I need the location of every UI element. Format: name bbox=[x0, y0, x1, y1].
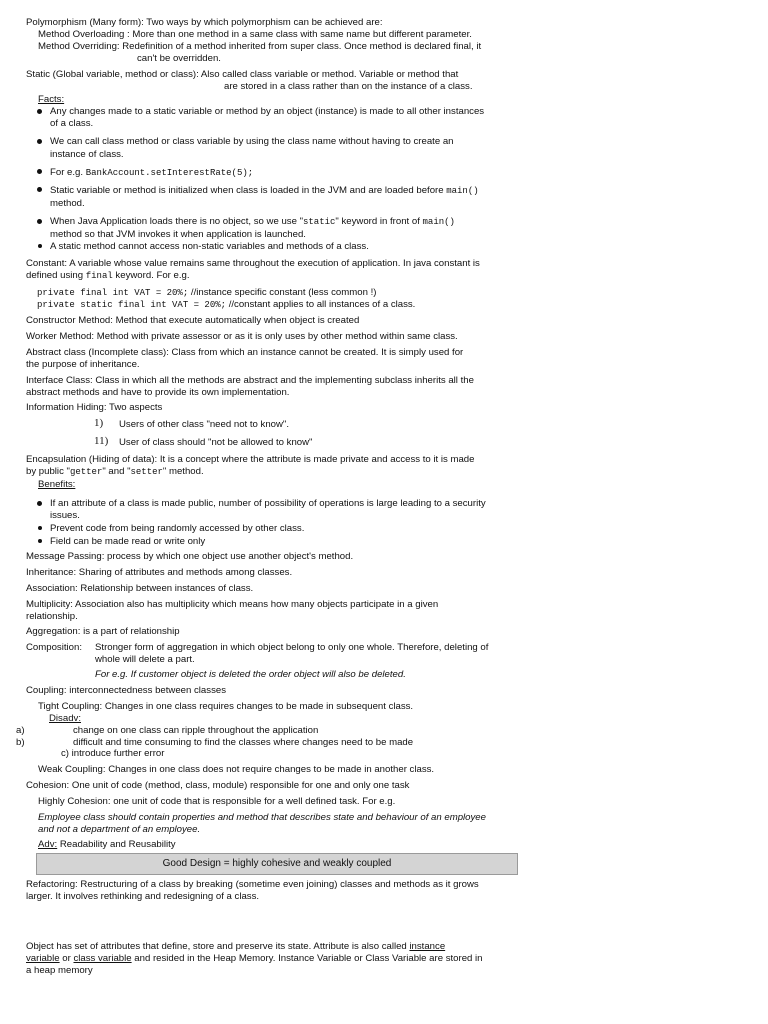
benefit-1-cont: issues. bbox=[50, 510, 80, 521]
information-hiding: Information Hiding: Two aspects bbox=[26, 402, 163, 413]
refactoring-cont: larger. It involves rethinking and redesigning of a class. bbox=[26, 891, 260, 902]
abstract-class: Abstract class (Incomplete class): Class from which an instance cannot be created. It is simply used for bbox=[26, 347, 464, 358]
composition-cont: whole will delete a part. bbox=[95, 654, 195, 665]
bullet-icon bbox=[38, 539, 42, 543]
method-overriding: Method Overriding: Redefinition of a method inherited from super class. Once method is declared final, it bbox=[38, 41, 482, 52]
fact-5: When Java Application loads there is no object, so we use "static" keyword in front of main() bbox=[50, 216, 455, 227]
fact-6: A static method cannot access non-static variables and methods of a class. bbox=[50, 241, 369, 252]
composition-example: For e.g. If customer object is deleted the order object will also be deleted. bbox=[95, 669, 406, 680]
static-heading-cont: are stored in a class rather than on the instance of a class. bbox=[224, 81, 473, 92]
list-number: 1) bbox=[94, 417, 104, 429]
benefits-label: Benefits: bbox=[38, 479, 76, 490]
bullet-icon bbox=[38, 526, 42, 530]
worker-method: Worker Method: Method with private assessor or as it is only uses by other method within same class. bbox=[26, 331, 458, 342]
association: Association: Relationship between instances of class. bbox=[26, 583, 254, 594]
benefit-2: Prevent code from being randomly accessed by other class. bbox=[50, 523, 305, 534]
multiplicity-cont: relationship. bbox=[26, 611, 78, 622]
fact-1-cont: of a class. bbox=[50, 118, 94, 129]
abstract-class-cont: the purpose of inheritance. bbox=[26, 359, 140, 370]
constant-heading: Constant: A variable whose value remains same throughout the execution of application. In java constant is bbox=[26, 258, 480, 269]
interface-class: Interface Class: Class in which all the methods are abstract and the implementing subclass inherits all the bbox=[26, 375, 474, 386]
interface-class-cont: abstract methods and have to provide its own implementation. bbox=[26, 387, 290, 398]
refactoring: Refactoring: Restructuring of a class by breaking (sometime even joining) classes and methods as it grows bbox=[26, 879, 479, 890]
bullet-icon bbox=[37, 169, 42, 174]
fact-1: Any changes made to a static variable or method by an object (instance) is made to all other instances bbox=[50, 106, 485, 117]
fact-2-cont: instance of class. bbox=[50, 149, 124, 160]
coupling: Coupling: interconnectedness between classes bbox=[26, 685, 226, 696]
constructor-method: Constructor Method: Method that execute automatically when object is created bbox=[26, 315, 360, 326]
cohesion: Cohesion: One unit of code (method, class, module) responsible for one and only one task bbox=[26, 780, 410, 791]
inheritance: Inheritance: Sharing of attributes and methods among classes. bbox=[26, 567, 293, 578]
disadv-3: c) introduce further error bbox=[61, 748, 165, 759]
information-hiding-2: User of class should "not be allowed to know" bbox=[119, 437, 313, 448]
bullet-icon bbox=[37, 219, 42, 224]
message-passing: Message Passing: process by which one object use another object's method. bbox=[26, 551, 354, 562]
bullet-icon bbox=[37, 109, 42, 114]
list-number: a) bbox=[16, 725, 25, 736]
constant-example-2: private static final int VAT = 20%; //constant applies to all instances of a class. bbox=[37, 299, 416, 310]
bullet-icon bbox=[37, 187, 42, 192]
facts-label: Facts: bbox=[38, 94, 65, 105]
aggregation: Aggregation: is a part of relationship bbox=[26, 626, 180, 637]
static-heading: Static (Global variable, method or class): Also called class variable or method. Variable or method that bbox=[26, 69, 459, 80]
bullet-icon bbox=[37, 501, 42, 506]
good-design-banner: Good Design = highly cohesive and weakly coupled bbox=[36, 853, 518, 875]
high-cohesion: Highly Cohesion: one unit of code that is responsible for a well defined task. For e.g. bbox=[38, 796, 396, 807]
fact-2: We can call class method or class variable by using the class name without having to create an bbox=[50, 136, 454, 147]
object-state: Object has set of attributes that define, store and preserve its state. Attribute is also called instance bbox=[26, 941, 446, 952]
composition: Stronger form of aggregation in which object belong to only one whole. Therefore, deleting of bbox=[95, 642, 489, 653]
cohesion-example-cont: and not a department of an employee. bbox=[38, 824, 201, 835]
encapsulation-cont: by public "getter" and "setter" method. bbox=[26, 466, 204, 477]
list-number: b) bbox=[16, 737, 25, 748]
cohesion-example: Employee class should contain properties and method that describes state and behaviour of an employee bbox=[38, 812, 486, 823]
composition-label: Composition: bbox=[26, 642, 82, 653]
method-overloading: Method Overloading : More than one method in a same class with same name but different parameter. bbox=[38, 29, 472, 40]
fact-5-cont: method so that JVM invokes it when application is launched. bbox=[50, 229, 306, 240]
object-state-end: a heap memory bbox=[26, 965, 93, 976]
information-hiding-1: Users of other class "need not to know". bbox=[119, 419, 289, 430]
multiplicity: Multiplicity: Association also has multiplicity which means how many objects participate in a given bbox=[26, 599, 439, 610]
disadv-2: difficult and time consuming to find the classes where changes need to be made bbox=[73, 737, 414, 748]
list-number: 11) bbox=[94, 435, 109, 447]
object-state-cont: variable or class variable and resided in the Heap Memory. Instance Variable or Class Variable are stored in bbox=[26, 953, 483, 964]
bullet-icon bbox=[37, 139, 42, 144]
weak-coupling: Weak Coupling: Changes in one class does not require changes to be made in another class. bbox=[38, 764, 435, 775]
benefit-1: If an attribute of a class is made public, number of possibility of operations is large leading to a security bbox=[50, 498, 486, 509]
polymorphism-heading: Polymorphism (Many form): Two ways by which polymorphism can be achieved are: bbox=[26, 17, 383, 28]
disadv-1: change on one class can ripple throughout the application bbox=[73, 725, 319, 736]
tight-coupling: Tight Coupling: Changes in one class requires changes to be made in subsequent class. bbox=[38, 701, 414, 712]
benefit-3: Field can be made read or write only bbox=[50, 536, 206, 547]
disadv-label: Disadv: bbox=[49, 713, 81, 724]
method-overriding-cont: can't be overridden. bbox=[137, 53, 221, 64]
fact-4: Static variable or method is initialized when class is loaded in the JVM and are loaded before main() bbox=[50, 185, 479, 196]
fact-4-cont: method. bbox=[50, 198, 85, 209]
encapsulation: Encapsulation (Hiding of data): It is a concept where the attribute is made private and access to it is made bbox=[26, 454, 475, 465]
constant-example-1: private final int VAT = 20%; //instance specific constant (less common !) bbox=[37, 287, 377, 298]
constant-heading-cont: defined using final keyword. For e.g. bbox=[26, 270, 190, 281]
bullet-icon bbox=[38, 244, 42, 248]
fact-3: For e.g. BankAccount.setInterestRate(5); bbox=[50, 167, 254, 178]
adv-line: Adv: Readability and Reusability bbox=[38, 839, 176, 850]
